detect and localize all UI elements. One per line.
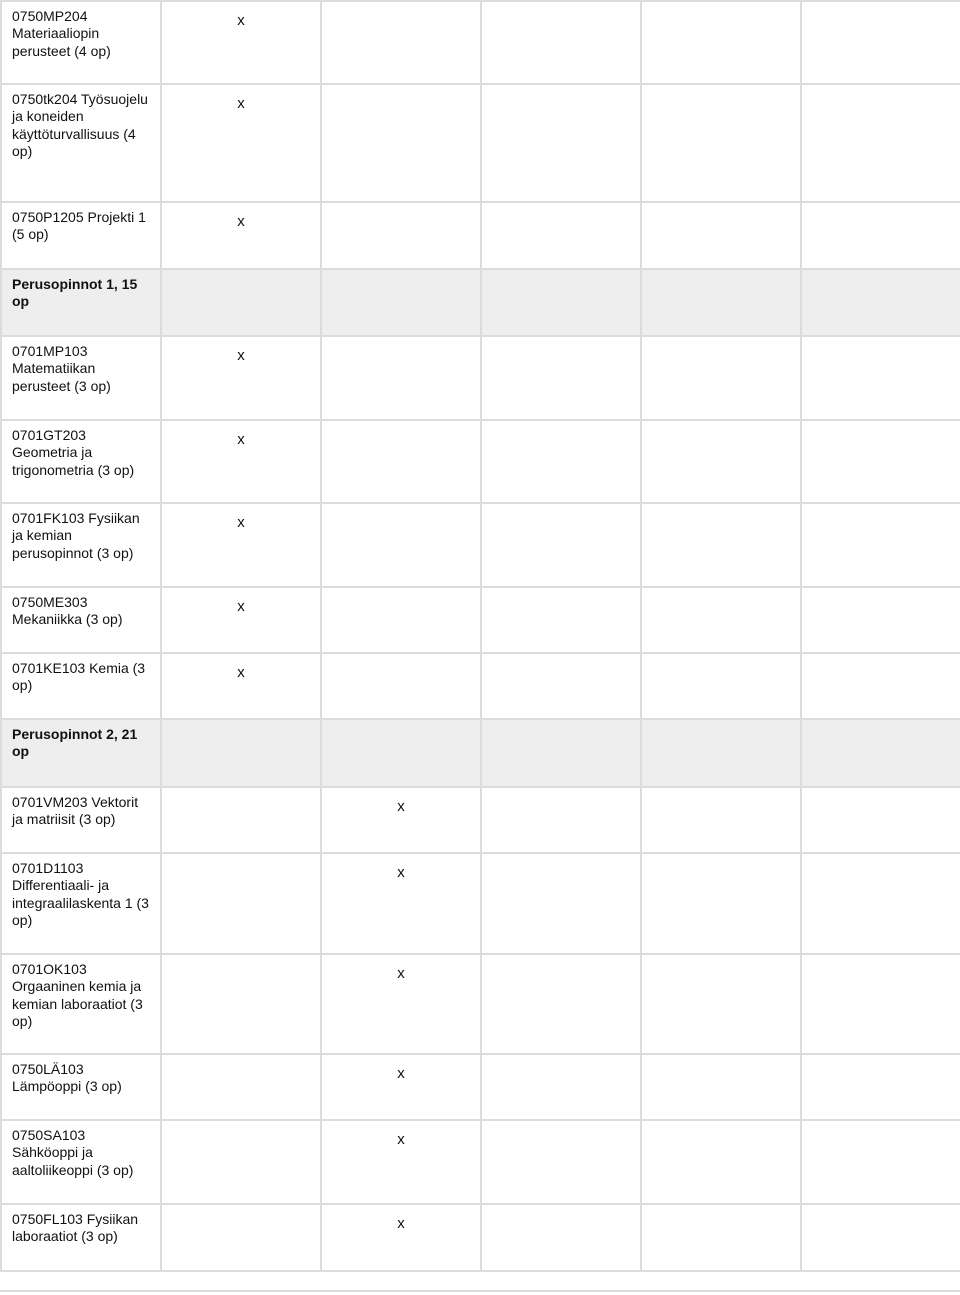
course-name: 0750LÄ103 Lämpöoppi (3 op) (1, 1054, 161, 1120)
mark-cell (161, 1204, 321, 1271)
mark-cell (161, 853, 321, 954)
mark-cell (801, 420, 960, 503)
mark-cell: x (161, 503, 321, 587)
mark-cell (801, 1, 960, 84)
mark-cell (801, 269, 960, 336)
mark-cell (161, 1120, 321, 1204)
course-row (1, 503, 960, 587)
mark-cell (481, 853, 641, 954)
mark-cell (801, 954, 960, 1054)
course-name: 0701VM203 Vektorit ja matriisit (3 op) (1, 787, 161, 853)
mark-cell (481, 653, 641, 719)
course-name: 0701OK103 Orgaaninen kemia ja kemian laboraatiot (3 op) (1, 954, 161, 1054)
course-name: 0750SA103 Sähköoppi ja aaltoliikeoppi (3 op) (1, 1120, 161, 1204)
mark-cell (481, 1120, 641, 1204)
mark-cell (641, 587, 801, 653)
mark-cell (801, 719, 960, 787)
mark-cell (161, 269, 321, 336)
mark-cell (321, 336, 481, 420)
mark-cell: x (161, 202, 321, 269)
mark-cell: x (161, 653, 321, 719)
mark-cell (801, 787, 960, 853)
mark-cell (641, 202, 801, 269)
course-row (1, 336, 960, 420)
course-row (1, 84, 960, 202)
mark-cell (801, 587, 960, 653)
mark-cell (481, 420, 641, 503)
mark-cell (481, 84, 641, 202)
section-title: Perusopinnot 2, 21 op (1, 719, 161, 787)
mark-cell (641, 787, 801, 853)
mark-cell (801, 202, 960, 269)
course-name: 0701D1103 Differentiaali- ja integraalilaskenta 1 (3 op) (1, 853, 161, 954)
mark-cell (641, 336, 801, 420)
mark-cell (641, 1054, 801, 1120)
mark-cell (321, 1, 481, 84)
mark-cell (801, 653, 960, 719)
mark-cell (641, 1204, 801, 1271)
mark-cell (481, 587, 641, 653)
course-row (1, 853, 960, 954)
course-row (1, 954, 960, 1054)
course-table-body (1, 1, 960, 1271)
course-name: 0750ME303 Mekaniikka (3 op) (1, 587, 161, 653)
mark-cell (641, 84, 801, 202)
mark-cell (801, 336, 960, 420)
mark-cell (641, 420, 801, 503)
mark-cell: x (161, 587, 321, 653)
mark-cell (161, 719, 321, 787)
mark-cell: x (321, 1054, 481, 1120)
mark-cell (161, 1054, 321, 1120)
course-row (1, 653, 960, 719)
mark-cell (481, 787, 641, 853)
mark-cell (641, 1120, 801, 1204)
mark-cell: x (321, 1204, 481, 1271)
mark-cell (641, 269, 801, 336)
mark-cell (481, 269, 641, 336)
mark-cell (161, 954, 321, 1054)
mark-cell (321, 269, 481, 336)
mark-cell (641, 954, 801, 1054)
course-row (1, 787, 960, 853)
mark-cell (481, 719, 641, 787)
mark-cell (481, 503, 641, 587)
mark-cell: x (161, 336, 321, 420)
mark-cell (481, 954, 641, 1054)
course-row (1, 1, 960, 84)
mark-cell (321, 202, 481, 269)
section-header-row (1, 269, 960, 336)
mark-cell (641, 853, 801, 954)
mark-cell (321, 503, 481, 587)
mark-cell (321, 587, 481, 653)
mark-cell (641, 503, 801, 587)
bottom-divider (0, 1290, 960, 1292)
mark-cell: x (321, 1120, 481, 1204)
course-name: 0750FL103 Fysiikan laboraatiot (3 op) (1, 1204, 161, 1271)
mark-cell (801, 853, 960, 954)
mark-cell (801, 84, 960, 202)
mark-cell: x (321, 787, 481, 853)
mark-cell (801, 503, 960, 587)
mark-cell (321, 84, 481, 202)
course-name: 0701MP103 Matematiikan perusteet (3 op) (1, 336, 161, 420)
mark-cell (481, 1, 641, 84)
course-name: 0701KE103 Kemia (3 op) (1, 653, 161, 719)
mark-cell (481, 1054, 641, 1120)
mark-cell (641, 653, 801, 719)
mark-cell: x (161, 1, 321, 84)
mark-cell (321, 653, 481, 719)
mark-cell (801, 1054, 960, 1120)
mark-cell: x (321, 954, 481, 1054)
course-row (1, 1120, 960, 1204)
mark-cell (641, 719, 801, 787)
mark-cell (481, 336, 641, 420)
mark-cell (481, 1204, 641, 1271)
course-row (1, 1054, 960, 1120)
mark-cell (321, 420, 481, 503)
mark-cell: x (161, 420, 321, 503)
mark-cell (641, 1, 801, 84)
course-row (1, 1204, 960, 1271)
course-row (1, 587, 960, 653)
mark-cell (801, 1204, 960, 1271)
course-name: 0701GT203 Geometria ja trigonometria (3 op) (1, 420, 161, 503)
course-name: 0750P1205 Projekti 1 (5 op) (1, 202, 161, 269)
section-title: Perusopinnot 1, 15 op (1, 269, 161, 336)
mark-cell (801, 1120, 960, 1204)
course-row (1, 202, 960, 269)
course-name: 0750MP204 Materiaaliopin perusteet (4 op) (1, 1, 161, 84)
mark-cell (481, 202, 641, 269)
mark-cell (161, 787, 321, 853)
course-name: 0750tk204 Työsuojelu ja koneiden käyttöturvallisuus (4 op) (1, 84, 161, 202)
mark-cell: x (161, 84, 321, 202)
mark-cell: x (321, 853, 481, 954)
course-name: 0701FK103 Fysiikan ja kemian perusopinnot (3 op) (1, 503, 161, 587)
section-header-row (1, 719, 960, 787)
course-row (1, 420, 960, 503)
mark-cell (321, 719, 481, 787)
